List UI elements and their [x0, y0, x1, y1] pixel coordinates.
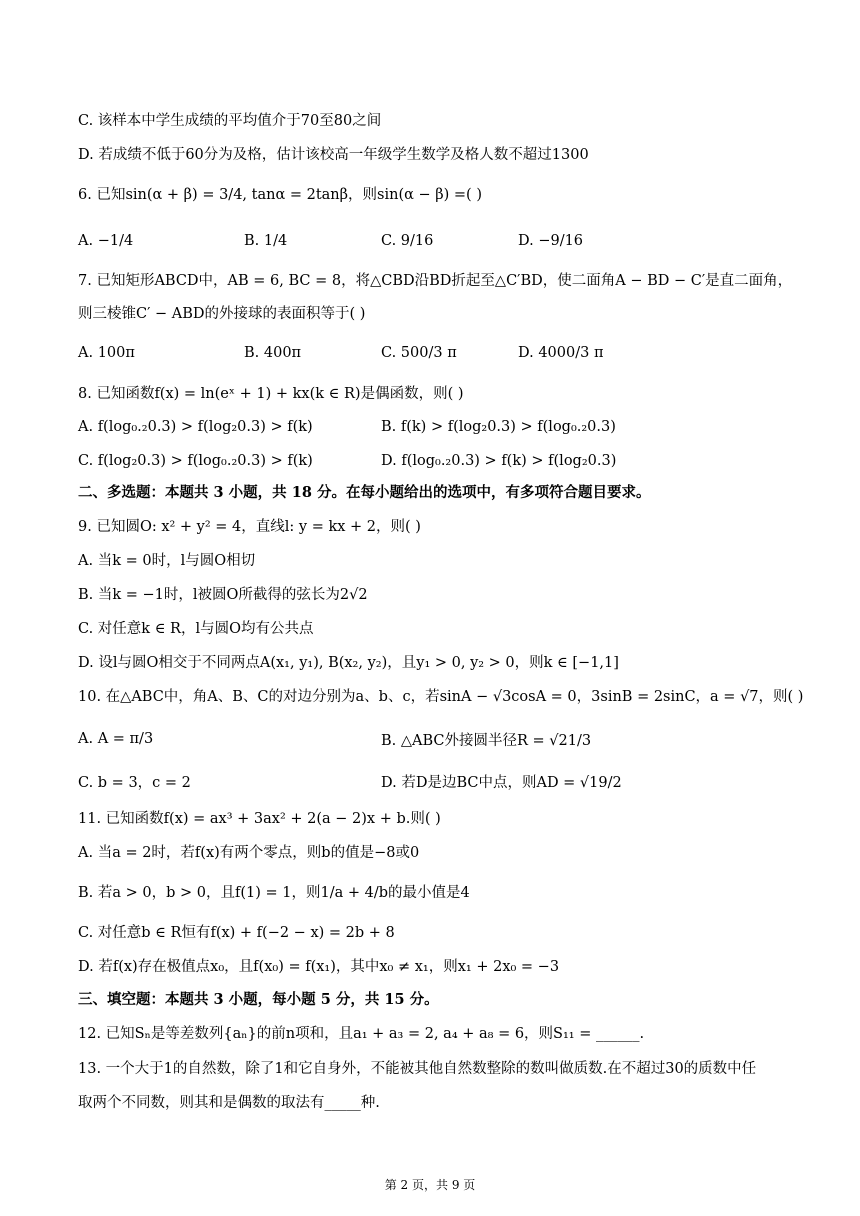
q6-option-a: A. −1/4 [78, 233, 134, 249]
q5-option-c: C. 该样本中学生成绩的平均值介于70至80之间 [78, 113, 382, 129]
q6-option-c: C. 9/16 [381, 233, 434, 249]
question-7-line-2: 则三棱锥C′ − ABD的外接球的表面积等于( ) [78, 306, 366, 322]
q11-option-a: A. 当a = 2时，若f(x)有两个零点，则b的值是−8或0 [78, 845, 420, 861]
q11-option-b: B. 若a > 0，b > 0，且f(1) = 1，则1/a + 4/b的最小值是4 [78, 885, 470, 901]
q10-option-c: C. b = 3，c = 2 [78, 774, 191, 791]
q10-options-row-2 [78, 768, 800, 794]
q7-options [78, 340, 800, 366]
section-2-heading: 二、多选题：本题共 3 小题，共 18 分。在每小题给出的选项中，有多项符合题目要求。 [78, 484, 651, 501]
q10-option-b: B. △ABC外接圆半径R = √21/3 [381, 732, 592, 749]
q6-option-b: B. 1/4 [244, 233, 288, 249]
q7-option-a: A. 100π [78, 345, 135, 361]
q9-option-b: B. 当k = −1时，l被圆O所截得的弦长为2√2 [78, 587, 368, 603]
question-6: 6. 已知sin(α + β) = 3/4, tanα = 2tanβ，则sin(α − β) =( ) [78, 187, 482, 203]
q10-option-d: D. 若D是边BC中点，则AD = √19/2 [381, 774, 622, 791]
question-11: 11. 已知函数f(x) = ax³ + 3ax² + 2(a − 2)x + b.则( ) [78, 811, 441, 827]
question-7-line-1: 7. 已知矩形ABCD中，AB = 6, BC = 8，将△CBD沿BD折起至△C′BD，使二面角A − BD − C′是直二面角， [78, 273, 793, 289]
q8-option-c: C. f(log₂0.3) > f(log₀.₂0.3) > f(k) [78, 453, 313, 469]
q11-option-c: C. 对任意b ∈ R恒有f(x) + f(−2 − x) = 2b + 8 [78, 925, 395, 941]
q7-option-c: C. 500/3 π [381, 345, 457, 361]
q9-option-a: A. 当k = 0时，l与圆O相切 [78, 553, 256, 569]
q8-option-a: A. f(log₀.₂0.3) > f(log₂0.3) > f(k) [78, 419, 313, 435]
q8-options-row-1 [78, 414, 800, 440]
q8-option-d: D. f(log₀.₂0.3) > f(k) > f(log₂0.3) [381, 453, 617, 469]
question-8: 8. 已知函数f(x) = ln(eˣ + 1) + kx(k ∈ R)是偶函数，则( ) [78, 386, 464, 402]
question-10: 10. 在△ABC中，角A、B、C的对边分别为a、b、c，若sinA − √3cosA = 0，3sinB = 2sinC，a = √7，则( ) [78, 689, 804, 705]
section-3-heading: 三、填空题：本题共 3 小题，每小题 5 分，共 15 分。 [78, 991, 439, 1008]
question-12: 12. 已知Sₙ是等差数列{aₙ}的前n项和，且a₁ + a₃ = 2, a₄ + a₈ = 6，则S₁₁ = ______. [78, 1026, 645, 1042]
q7-option-d: D. 4000/3 π [518, 345, 604, 361]
q9-option-d: D. 设l与圆O相交于不同两点A(x₁, y₁), B(x₂, y₂)，且y₁ > 0, y₂ > 0，则k ∈ [−1,1] [78, 655, 619, 671]
q9-option-c: C. 对任意k ∈ R，l与圆O均有公共点 [78, 621, 314, 637]
q10-option-a: A. A = π/3 [78, 731, 154, 747]
page-footer: 第 2 页，共 9 页 [384, 1178, 476, 1192]
q11-option-d: D. 若f(x)存在极值点x₀，且f(x₀) = f(x₁)，其中x₀ ≠ x₁，则x₁ + 2x₀ = −3 [78, 959, 560, 975]
q8-options-row-2 [78, 448, 800, 474]
q6-options [78, 228, 800, 254]
q7-option-b: B. 400π [244, 345, 302, 361]
question-13-line-2: 取两个不同数，则其和是偶数的取法有_____种. [78, 1095, 380, 1111]
q6-option-d: D. −9/16 [518, 233, 584, 249]
q5-option-d: D. 若成绩不低于60分为及格，估计该校高一年级学生数学及格人数不超过1300 [78, 147, 589, 163]
q10-options-row-1 [78, 726, 800, 752]
question-9: 9. 已知圆O: x² + y² = 4，直线l: y = kx + 2，则( ) [78, 519, 421, 535]
question-13-line-1: 13. 一个大于1的自然数，除了1和它自身外，不能被其他自然数整除的数叫做质数.在不超过30的质数中任 [78, 1061, 757, 1077]
q8-option-b: B. f(k) > f(log₂0.3) > f(log₀.₂0.3) [381, 419, 616, 435]
